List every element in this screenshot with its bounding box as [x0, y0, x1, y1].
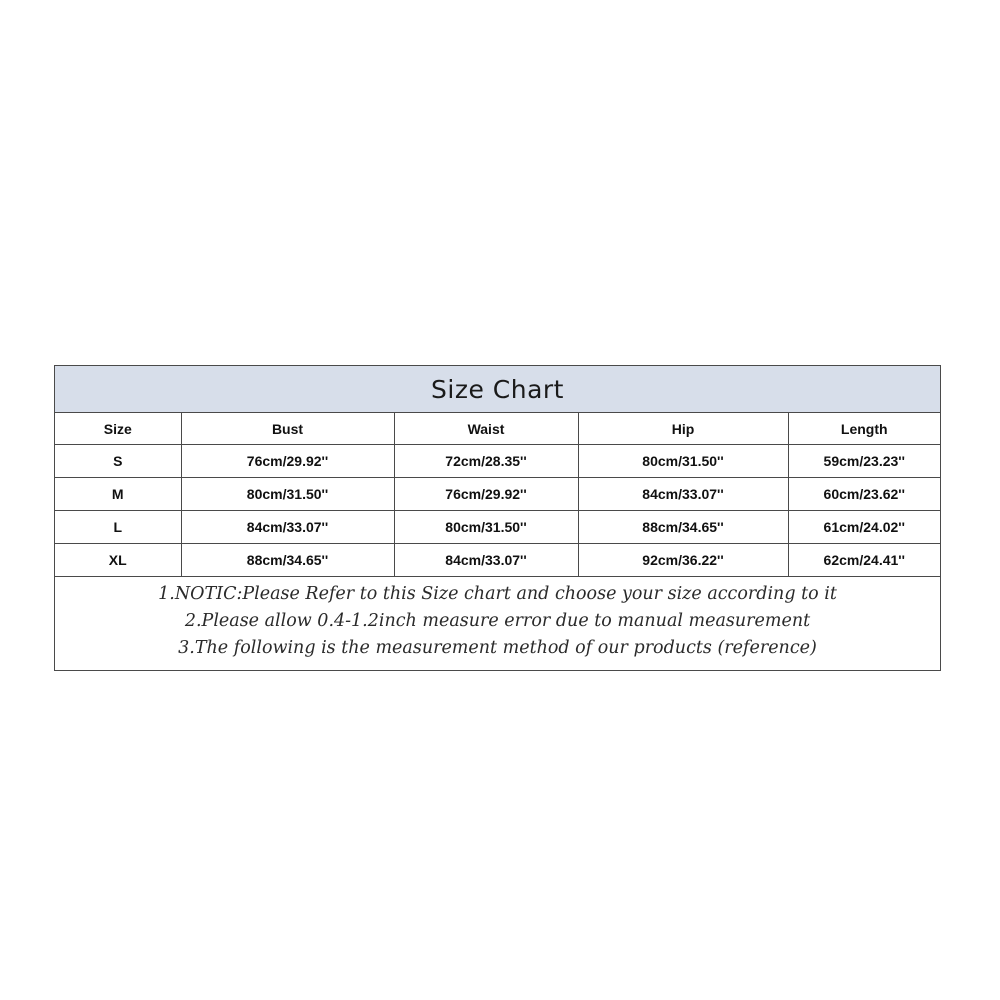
cell-bust: 76cm/29.92'' [181, 445, 394, 478]
cell-size: XL [55, 544, 181, 577]
table-row [55, 544, 940, 577]
cell-hip: 80cm/31.50'' [578, 445, 788, 478]
cell-length: 62cm/24.41'' [788, 544, 940, 577]
note-line: 2.Please allow 0.4-1.2inch measure error due to manual measurement [184, 611, 811, 631]
header-bust: Bust [181, 413, 394, 445]
note-line: 3.The following is the measurement method of our products (reference) [178, 638, 817, 658]
cell-length: 60cm/23.62'' [788, 478, 940, 511]
cell-length: 59cm/23.23'' [788, 445, 940, 478]
cell-length: 61cm/24.02'' [788, 511, 940, 544]
cell-size: M [55, 478, 181, 511]
cell-hip: 92cm/36.22'' [578, 544, 788, 577]
chart-title: Size Chart [55, 366, 940, 413]
cell-waist: 76cm/29.92'' [394, 478, 578, 511]
size-chart [54, 365, 941, 671]
table-row [55, 478, 940, 511]
cell-hip: 84cm/33.07'' [578, 478, 788, 511]
cell-waist: 72cm/28.35'' [394, 445, 578, 478]
size-notes [55, 577, 940, 670]
table-row [55, 511, 940, 544]
header-waist: Waist [394, 413, 578, 445]
cell-hip: 88cm/34.65'' [578, 511, 788, 544]
header-length: Length [788, 413, 940, 445]
cell-waist: 80cm/31.50'' [394, 511, 578, 544]
table-header-row [55, 413, 940, 445]
header-hip: Hip [578, 413, 788, 445]
cell-size: L [55, 511, 181, 544]
note-line: 1.NOTIC:Please Refer to this Size chart and choose your size according to it [158, 584, 837, 604]
table-row [55, 445, 940, 478]
cell-waist: 84cm/33.07'' [394, 544, 578, 577]
header-size: Size [55, 413, 181, 445]
cell-bust: 80cm/31.50'' [181, 478, 394, 511]
cell-size: S [55, 445, 181, 478]
size-table [55, 413, 940, 577]
cell-bust: 88cm/34.65'' [181, 544, 394, 577]
cell-bust: 84cm/33.07'' [181, 511, 394, 544]
